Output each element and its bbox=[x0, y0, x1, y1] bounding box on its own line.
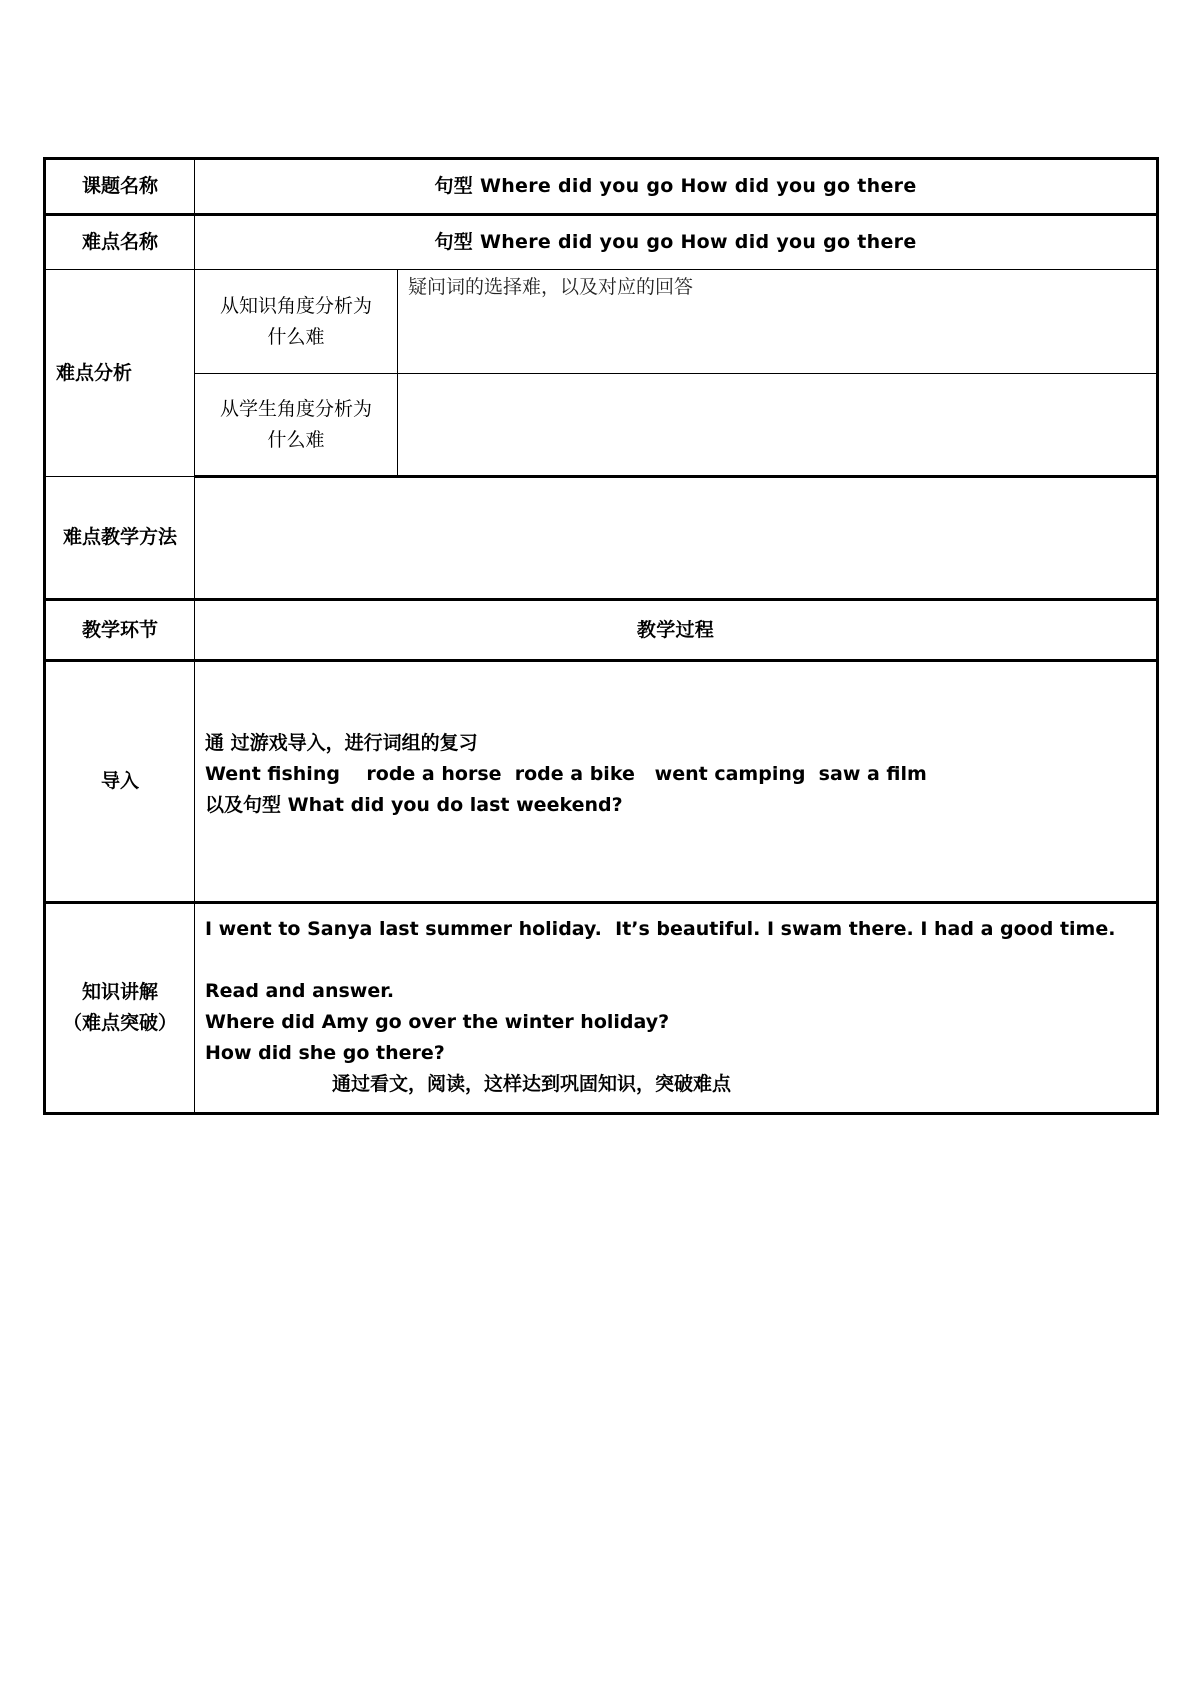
topic-row bbox=[45, 159, 1158, 215]
teaching-process-header: 教学过程 bbox=[195, 600, 1158, 661]
process-header-row bbox=[45, 600, 1158, 661]
teaching-method-value bbox=[195, 477, 1158, 600]
difficulty-name-row bbox=[45, 215, 1158, 270]
topic-label: 课题名称 bbox=[45, 159, 195, 215]
difficulty-analysis-label: 难点分析 bbox=[45, 270, 195, 477]
teaching-stage-header: 教学环节 bbox=[45, 600, 195, 661]
knowledge-line: How did she go there? bbox=[205, 1042, 445, 1064]
knowledge-content bbox=[195, 903, 1158, 1114]
lesson-plan-table bbox=[43, 157, 1159, 1115]
student-angle-label-line1: 从学生角度分析为 bbox=[219, 397, 372, 420]
student-angle-label bbox=[195, 374, 398, 477]
knowledge-label-line2: （难点突破） bbox=[62, 1012, 177, 1034]
intro-row bbox=[45, 661, 1158, 903]
teaching-method-label: 难点教学方法 bbox=[45, 477, 195, 600]
knowledge-angle-label bbox=[195, 270, 398, 374]
knowledge-label-line1: 知识讲解 bbox=[81, 981, 158, 1003]
topic-value: 句型 Where did you go How did you go there bbox=[195, 159, 1158, 215]
knowledge-angle-value: 疑问词的选择难，以及对应的回答 bbox=[398, 270, 1158, 374]
intro-line: Went fishing rode a horse rode a bike went camping saw a film bbox=[205, 763, 927, 785]
knowledge-label bbox=[45, 903, 195, 1114]
difficulty-name-label: 难点名称 bbox=[45, 215, 195, 270]
intro-label: 导入 bbox=[45, 661, 195, 903]
student-angle-label-line2: 什么难 bbox=[267, 428, 325, 451]
knowledge-analysis-row bbox=[45, 270, 1158, 374]
knowledge-angle-label-line1: 从知识角度分析为 bbox=[219, 294, 372, 317]
teaching-method-row bbox=[45, 477, 1158, 600]
intro-content bbox=[195, 661, 1158, 903]
knowledge-line: Read and answer. bbox=[205, 980, 395, 1002]
student-analysis-row bbox=[45, 374, 1158, 477]
student-angle-value bbox=[398, 374, 1158, 477]
knowledge-summary-line: 通过看文，阅读，这样达到巩固知识，突破难点 bbox=[332, 1073, 732, 1095]
knowledge-line: Where did Amy go over the winter holiday? bbox=[205, 1011, 670, 1033]
knowledge-blank-line bbox=[205, 945, 1146, 976]
knowledge-row bbox=[45, 903, 1158, 1114]
intro-line: 以及句型 What did you do last weekend? bbox=[205, 794, 623, 816]
intro-line: 通 过游戏导入，进行词组的复习 bbox=[205, 732, 478, 754]
knowledge-angle-label-line2: 什么难 bbox=[267, 325, 325, 348]
knowledge-line: I went to Sanya last summer holiday. It’s beautiful. I swam there. I had a good time. bbox=[205, 918, 1116, 940]
difficulty-name-value: 句型 Where did you go How did you go there bbox=[195, 215, 1158, 270]
